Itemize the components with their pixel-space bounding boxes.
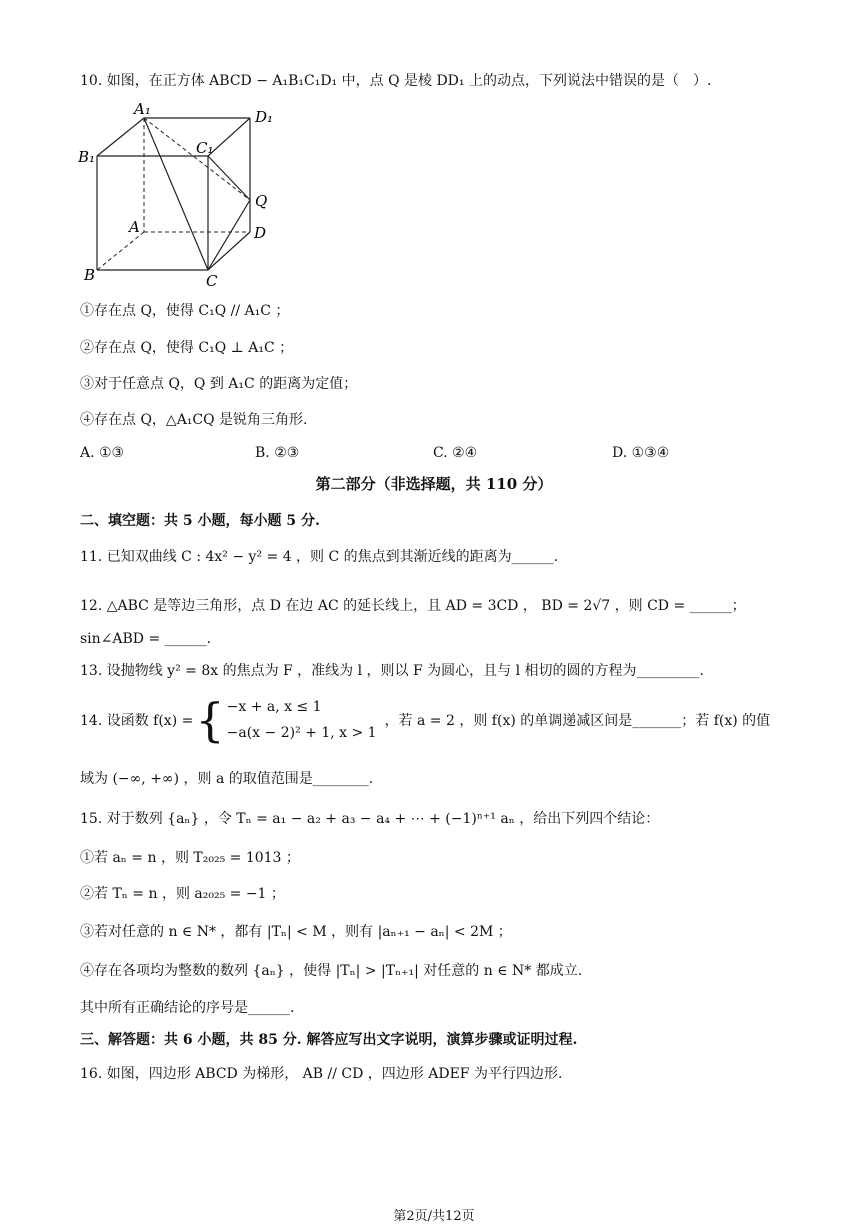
q14-prefix: 14. 设函数 f(x) = (80, 713, 194, 729)
q15-statement-4: ④存在各项均为整数的数列 {aₙ} ，使得 |Tₙ| > |Tₙ₊₁| 对任意的 n ∈ N* 都成立. (80, 963, 583, 979)
q10-statement-1: ①存在点 Q，使得 C₁Q // A₁C ； (80, 303, 290, 319)
q10-statement-2: ②存在点 Q，使得 C₁Q ⊥ A₁C ； (80, 340, 294, 356)
label-D1: D₁ (255, 108, 274, 126)
q15-ending: 其中所有正确结论的序号是______. (80, 1000, 295, 1016)
q14-suffix: ，若 a = 2 ，则 f(x) 的单调递减区间是_______；若 f(x) 的值 (384, 713, 771, 729)
q14-case-2: −a(x − 2)² + 1, x > 1 (226, 725, 377, 741)
q16: 16. 如图，四边形 ABCD 为梯形， AB // CD ，四边形 ADEF 为平行四边形. (80, 1066, 563, 1082)
q15-statement-1: ①若 aₙ = n ，则 T₂₀₂₅ = 1013 ； (80, 850, 300, 866)
q12-line1: 12. △ABC 是等边三角形，点 D 在边 AC 的延长线上，且 AD = 3CD ， BD = 2√7 ，则 CD = ______； (80, 598, 746, 614)
q14-line2: 域为 (−∞, +∞) ，则 a 的取值范围是________. (80, 771, 374, 787)
brace: { (195, 693, 225, 747)
choice-c: C. ②④ (433, 445, 478, 461)
label-C: C (206, 272, 218, 290)
page-footer: 第2页/共12页 (393, 1209, 475, 1224)
q15-statement-3: ③若对任意的 n ∈ N* ，都有 |Tₙ| < M ，则有 |aₙ₊₁ − aₙ| < 2M ； (80, 924, 512, 940)
q15-stem: 15. 对于数列 {aₙ} ，令 Tₙ = a₁ − a₂ + a₃ − a₄ + ⋯ + (−1)ⁿ⁺¹ aₙ ，给出下列四个结论： (80, 811, 660, 827)
q10-statement-3: ③对于任意点 Q，Q 到 A₁C 的距离为定值； (80, 376, 358, 392)
cube-figure (78, 100, 278, 290)
label-B1: B₁ (78, 148, 96, 166)
q14-cases (227, 694, 377, 746)
q15-statement-2: ②若 Tₙ = n ，则 a₂₀₂₅ = −1 ； (80, 886, 285, 902)
q14-piecewise (80, 692, 770, 748)
q11: 11. 已知双曲线 C : 4x² − y² = 4 ，则 C 的焦点到其渐近线的距离为______. (80, 549, 559, 565)
q10-stem: 10. 如图，在正方体 ABCD − A₁B₁C₁D₁ 中，点 Q 是棱 DD₁ 上的动点，下列说法中错误的是（ ）. (80, 73, 712, 89)
label-C1: C₁ (196, 139, 214, 157)
choice-a: A. ①③ (80, 445, 125, 461)
choice-d: D. ①③④ (612, 445, 670, 461)
q13: 13. 设抛物线 y² = 8x 的焦点为 F ，准线为 l ，则以 F 为圆心，且与 l 相切的圆的方程为_________. (80, 663, 705, 679)
section2-title: 二、填空题：共 5 小题，每小题 5 分. (80, 513, 320, 529)
label-D: D (254, 224, 267, 242)
label-A: A (129, 218, 140, 236)
section3-title: 三、解答题：共 6 小题，共 85 分. 解答应写出文字说明，演算步骤或证明过程. (80, 1032, 578, 1048)
label-B: B (84, 266, 96, 284)
label-Q: Q (255, 192, 268, 210)
q10-statement-4: ④存在点 Q，△A₁CQ 是锐角三角形. (80, 412, 308, 428)
choice-b: B. ②③ (255, 445, 300, 461)
part2-title: 第二部分（非选择题，共 110 分） (315, 475, 553, 493)
q12-line2: sin∠ABD = ______. (80, 631, 212, 647)
label-A1: A₁ (134, 100, 151, 118)
q14-case-1: −x + a, x ≤ 1 (226, 699, 322, 715)
